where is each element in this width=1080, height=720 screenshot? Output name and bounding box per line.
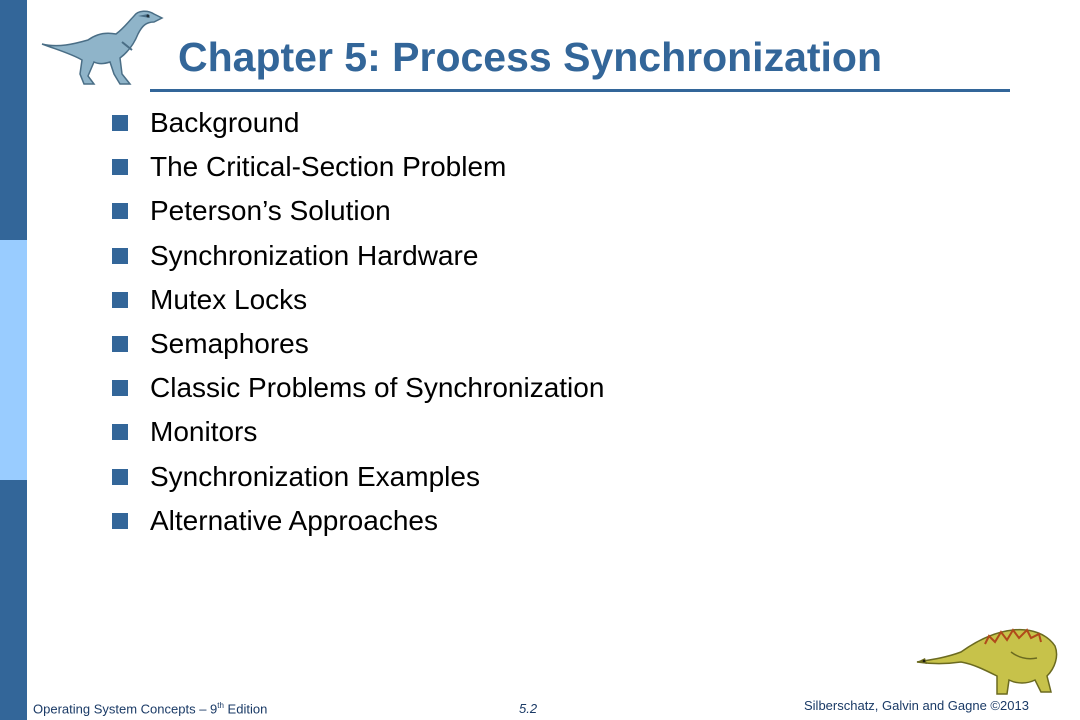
title-divider — [150, 89, 1010, 92]
bullet-square-icon — [112, 380, 128, 396]
list-item — [112, 410, 604, 454]
list-item — [112, 145, 604, 189]
bullet-square-icon — [112, 159, 128, 175]
dinosaur-icon — [915, 618, 1065, 700]
side-bar-bottom — [0, 480, 27, 720]
bullet-square-icon — [112, 513, 128, 529]
side-bar-top — [0, 0, 27, 240]
bullet-square-icon — [112, 203, 128, 219]
list-item — [112, 455, 604, 499]
bullet-list — [112, 101, 604, 543]
list-item — [112, 366, 604, 410]
list-item — [112, 189, 604, 233]
footer-book-title: Operating System Concepts – 9th Edition — [33, 701, 268, 717]
bullet-square-icon — [112, 248, 128, 264]
bullet-text: Monitors — [150, 416, 258, 448]
dinosaur-icon — [38, 4, 170, 90]
list-item — [112, 101, 604, 145]
bullet-text: Peterson’s Solution — [150, 195, 391, 227]
bullet-square-icon — [112, 292, 128, 308]
bullet-square-icon — [112, 424, 128, 440]
bullet-square-icon — [112, 469, 128, 485]
list-item — [112, 322, 604, 366]
bullet-text: The Critical-Section Problem — [150, 151, 507, 183]
list-item — [112, 278, 604, 322]
list-item — [112, 499, 604, 543]
footer-authors: Silberschatz, Galvin and Gagne ©2013 — [804, 698, 1029, 713]
bullet-text: Background — [150, 107, 300, 139]
bullet-square-icon — [112, 336, 128, 352]
bullet-text: Semaphores — [150, 328, 309, 360]
bullet-text: Alternative Approaches — [150, 504, 438, 536]
page-number: 5.2 — [519, 701, 538, 716]
slide-title: Chapter 5: Process Synchronization — [178, 34, 883, 80]
side-bar-middle — [0, 240, 27, 480]
bullet-square-icon — [112, 115, 128, 131]
bullet-text: Synchronization Hardware — [150, 239, 479, 271]
bullet-text: Synchronization Examples — [150, 460, 480, 492]
list-item — [112, 234, 604, 278]
bullet-text: Mutex Locks — [150, 283, 308, 315]
bullet-text: Classic Problems of Synchronization — [150, 372, 605, 404]
